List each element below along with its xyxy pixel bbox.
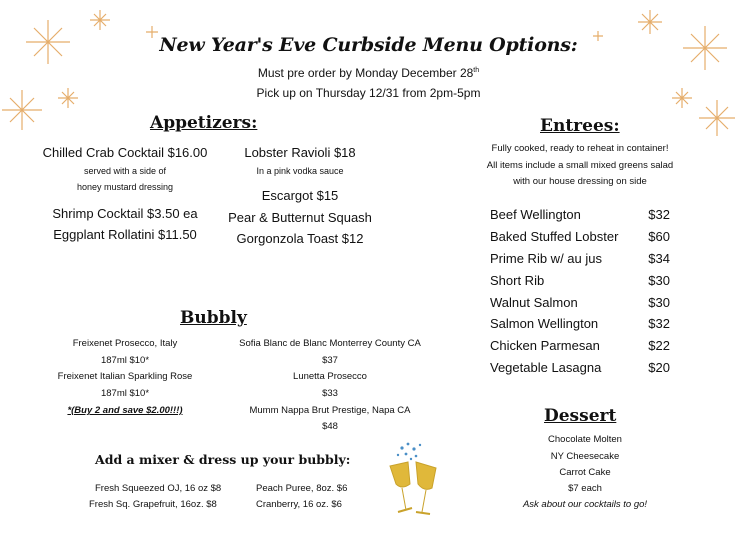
entree-price: $22	[648, 338, 670, 353]
bubbly-item: Freixenet Prosecco, Italy	[72, 338, 178, 349]
entree-row	[490, 316, 670, 331]
star-icon	[90, 10, 110, 30]
appetizer-note: honey mustard dressing	[76, 182, 174, 192]
appetizers-heading: Appetizers:	[150, 113, 258, 133]
appetizer-item: Chilled Crab Cocktail $16.00	[42, 145, 208, 160]
entree-price: $34	[648, 251, 670, 266]
entree-price: $30	[648, 295, 670, 310]
entree-row	[490, 295, 670, 310]
appetizer-note: In a pink vodka sauce	[256, 166, 344, 176]
appetizer-item: Shrimp Cocktail $3.50 ea	[52, 206, 198, 221]
entrees-note: All items include a small mixed greens salad	[486, 160, 674, 171]
bubbly-price: $48	[322, 421, 338, 432]
bubbly-item: Sofia Blanc de Blanc Monterrey County CA	[239, 338, 421, 349]
bubbly-item: Lunetta Prosecco	[293, 371, 367, 382]
appetizer-item: Escargot $15	[261, 188, 339, 203]
mixers-heading: Add a mixer & dress up your bubbly:	[95, 452, 351, 467]
menu-title: New Year's Eve Curbside Menu Options:	[159, 34, 578, 56]
mixer-item: Peach Puree, 8oz. $6	[256, 483, 348, 494]
appetizer-note: served with a side of	[83, 166, 167, 176]
appetizer-item: Eggplant Rollatini $11.50	[53, 227, 197, 242]
entree-row	[490, 251, 670, 266]
bubbly-price: $37	[322, 355, 338, 366]
entrees-note: Fully cooked, ready to reheat in container!	[491, 143, 669, 154]
entree-price: $60	[648, 229, 670, 244]
pickup-notice: Pick up on Thursday 12/31 from 2pm-5pm	[256, 86, 481, 100]
entree-name: Walnut Salmon	[490, 295, 578, 310]
bubbly-price: $33	[322, 388, 338, 399]
champagne-glasses-icon	[380, 440, 460, 520]
entree-row	[490, 360, 670, 375]
entree-row	[490, 207, 670, 222]
entree-price: $30	[648, 273, 670, 288]
mixer-item: Cranberry, 16 oz. $6	[256, 499, 342, 510]
entree-name: Baked Stuffed Lobster	[490, 229, 619, 244]
entree-price: $32	[648, 207, 670, 222]
cocktails-note: Ask about our cocktails to go!	[522, 499, 648, 510]
entree-price: $32	[648, 316, 670, 331]
star-icon	[699, 100, 735, 136]
appetizer-item: Lobster Ravioli $18	[244, 145, 356, 160]
bubbly-item: Freixenet Italian Sparkling Rose	[57, 371, 193, 382]
entree-price: $20	[648, 360, 670, 375]
entree-row	[490, 273, 670, 288]
entrees-heading: Entrees:	[540, 116, 620, 136]
dessert-item: Carrot Cake	[559, 467, 611, 478]
entree-row	[490, 229, 670, 244]
entree-name: Vegetable Lasagna	[490, 360, 602, 375]
entree-name: Beef Wellington	[490, 207, 581, 222]
dessert-heading: Dessert	[544, 406, 617, 426]
dessert-item: Chocolate Molten	[548, 434, 622, 445]
bubbly-price: 187ml $10*	[100, 355, 150, 366]
entree-name: Prime Rib w/ au jus	[490, 251, 602, 266]
entrees-note: with our house dressing on side	[513, 176, 647, 187]
entree-name: Short Rib	[490, 273, 545, 288]
bubbly-item: Mumm Nappa Brut Prestige, Napa CA	[249, 405, 411, 416]
entree-name: Salmon Wellington	[490, 316, 599, 331]
bubbly-heading: Bubbly	[180, 308, 247, 328]
preorder-notice: Must pre order by Monday December 28th	[257, 66, 480, 80]
appetizer-item: Pear & Butternut Squash	[228, 210, 372, 225]
mixer-item: Fresh Squeezed OJ, 16 oz $8	[95, 483, 222, 494]
bubbly-price: 187ml $10*	[100, 388, 150, 399]
entree-row	[490, 338, 670, 353]
bubbly-promo: *(Buy 2 and save $2.00!!!)	[67, 405, 183, 416]
dessert-price: $7 each	[568, 483, 602, 494]
star-icon	[638, 10, 662, 34]
mixer-item: Fresh Sq. Grapefruit, 16oz. $8	[89, 499, 217, 510]
entree-name: Chicken Parmesan	[490, 338, 600, 353]
dessert-item: NY Cheesecake	[550, 451, 620, 462]
appetizer-item: Gorgonzola Toast $12	[236, 231, 364, 246]
